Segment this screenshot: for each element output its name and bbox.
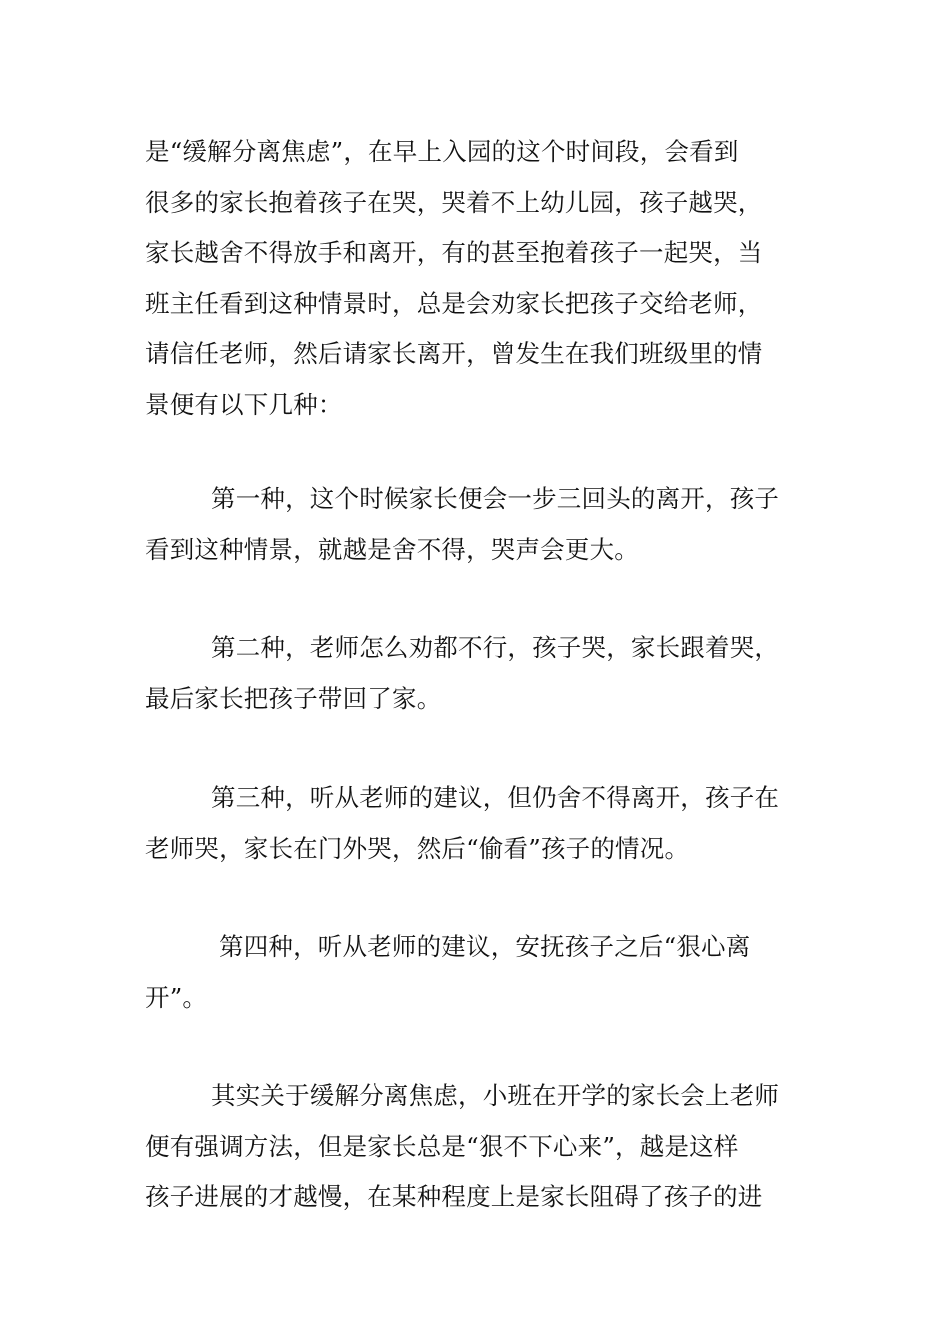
text-line: 请信任老师，然后请家长离开，曾发生在我们班级里的情 — [145, 339, 763, 369]
text-line: 便有强调方法，但是家长总是“狠不下心来”，越是这样 — [145, 1131, 739, 1161]
text-line: 最后家长把孩子带回了家。 — [145, 683, 442, 713]
text-line: 看到这种情景，就越是舍不得，哭声会更大。 — [145, 534, 639, 564]
text-line: 景便有以下几种： — [145, 389, 343, 419]
text-line: 第一种，这个时候家长便会一步三回头的离开，孩子 — [211, 484, 780, 513]
paragraph-conclusion — [145, 1071, 807, 1223]
paragraph-first-case — [145, 474, 807, 575]
text-line: 第四种，听从老师的建议，安抚孩子之后“狠心离 — [219, 932, 751, 961]
text-line: 班主任看到这种情景时，总是会劝家长把孩子交给老师， — [145, 288, 763, 318]
paragraph-fourth-case — [145, 922, 807, 1023]
text-line: 是“缓解分离焦虑”，在早上入园的这个时间段，会看到 — [145, 137, 739, 166]
text-line: 很多的家长抱着孩子在哭，哭着不上幼儿园，孩子越哭， — [145, 187, 763, 217]
text-line: 老师哭，家长在门外哭，然后“偷看”孩子的情况。 — [145, 833, 690, 863]
text-line: 第三种，听从老师的建议，但仍舍不得离开，孩子在 — [211, 783, 780, 812]
text-line: 第二种，老师怎么劝都不行，孩子哭，家长跟着哭， — [211, 633, 780, 662]
paragraph-third-case — [145, 773, 807, 874]
text-line: 开”。 — [145, 982, 208, 1012]
paragraph-second-case — [145, 623, 807, 724]
text-line: 家长越舍不得放手和离开，有的甚至抱着孩子一起哭，当 — [145, 238, 763, 268]
text-line: 孩子进展的才越慢，在某种程度上是家长阻碍了孩子的进 — [145, 1182, 763, 1212]
paragraph-intro — [145, 127, 807, 431]
text-line: 其实关于缓解分离焦虑，小班在开学的家长会上老师 — [211, 1081, 780, 1110]
